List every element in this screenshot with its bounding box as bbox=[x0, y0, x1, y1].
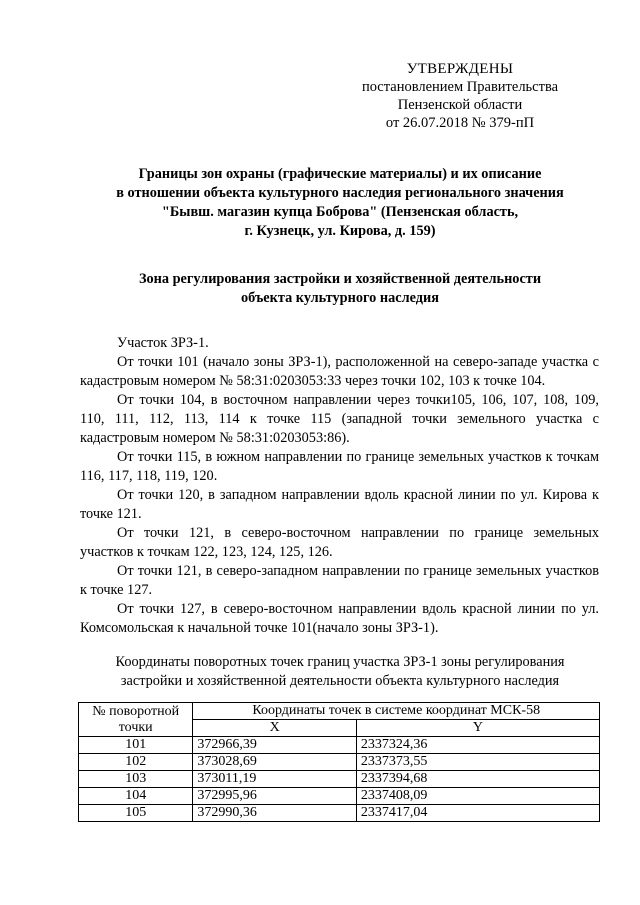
header-num-line-2: точки bbox=[118, 719, 153, 735]
table-row bbox=[79, 805, 600, 822]
header-point-number bbox=[79, 703, 193, 737]
approval-line-3: от 26.07.2018 № 379-пП bbox=[385, 115, 535, 131]
approval-heading: УТВЕРЖДЕНЫ bbox=[406, 61, 514, 77]
y-coordinate: 2337324,36 bbox=[356, 737, 599, 754]
paragraph: От точки 101 (начало зоны ЗРЗ-1), расположенной на северо-западе участка с кадастровым номером № 58:31:0203053:33 через точки 102, 103 к точке 104. bbox=[80, 354, 599, 389]
table-row bbox=[79, 788, 600, 805]
header-x: X bbox=[193, 720, 356, 737]
table-header-row bbox=[79, 703, 600, 720]
y-coordinate: 2337417,04 bbox=[356, 805, 599, 822]
zone-title-line-1: Зона регулирования застройки и хозяйственной деятельности bbox=[138, 271, 542, 287]
x-coordinate: 372966,39 bbox=[193, 737, 356, 754]
title-line-1: Границы зон охраны (графические материалы) и их описание bbox=[138, 166, 542, 182]
table-row bbox=[79, 737, 600, 754]
document-title bbox=[70, 165, 610, 241]
approval-line-2: Пензенской области bbox=[397, 97, 523, 113]
header-num-line-1: № поворотной bbox=[92, 703, 180, 719]
paragraph: От точки 104, в восточном направлении через точки105, 106, 107, 108, 109, 110, 111, 112, 113, 114 к точке 115 (западной точки земельного участка с кадастровым номером № 58:31:0203053:86). bbox=[80, 392, 599, 446]
table-row bbox=[79, 754, 600, 771]
zone-description bbox=[80, 334, 599, 638]
zone-title-line-2: объекта культурного наследия bbox=[241, 290, 439, 306]
x-coordinate: 373028,69 bbox=[193, 754, 356, 771]
x-coordinate: 372995,96 bbox=[193, 788, 356, 805]
paragraph: От точки 120, в западном направлении вдоль красной линии по ул. Кирова к точке 121. bbox=[80, 487, 599, 522]
paragraph: От точки 127, в северо-восточном направлении вдоль красной линии по ул. Комсомольская к начальной точке 101(начало зоны ЗРЗ-1). bbox=[80, 601, 599, 636]
point-number: 103 bbox=[79, 771, 193, 788]
point-number: 101 bbox=[79, 737, 193, 754]
y-coordinate: 2337394,68 bbox=[356, 771, 599, 788]
paragraph: От точки 121, в северо-западном направлении по границе земельных участков к точке 127. bbox=[80, 563, 599, 598]
point-number: 104 bbox=[79, 788, 193, 805]
point-number: 105 bbox=[79, 805, 193, 822]
point-number: 102 bbox=[79, 754, 193, 771]
title-line-2: в отношении объекта культурного наследия регионального значения bbox=[116, 185, 564, 201]
caption-line-2: застройки и хозяйственной деятельности объекта культурного наследия bbox=[120, 673, 560, 689]
header-y: Y bbox=[356, 720, 599, 737]
y-coordinate: 2337408,09 bbox=[356, 788, 599, 805]
table-row bbox=[79, 771, 600, 788]
header-coordinates: Координаты точек в системе координат МСК-58 bbox=[193, 703, 600, 720]
paragraph: От точки 121, в северо-восточном направлении по границе земельных участков к точкам 122, 123, 124, 125, 126. bbox=[80, 525, 599, 560]
zone-title bbox=[70, 270, 610, 308]
approval-stamp bbox=[330, 60, 590, 132]
y-coordinate: 2337373,55 bbox=[356, 754, 599, 771]
approval-line-1: постановлением Правительства bbox=[361, 79, 559, 95]
x-coordinate: 373011,19 bbox=[193, 771, 356, 788]
caption-line-1: Координаты поворотных точек границ участка ЗРЗ-1 зоны регулирования bbox=[115, 654, 565, 670]
x-coordinate: 372990,36 bbox=[193, 805, 356, 822]
section-label: Участок ЗРЗ-1. bbox=[117, 335, 209, 351]
title-line-3: "Бывш. магазин купца Боброва" (Пензенская область, bbox=[161, 204, 519, 220]
title-line-4: г. Кузнецк, ул. Кирова, д. 159) bbox=[244, 223, 436, 239]
paragraph: От точки 115, в южном направлении по границе земельных участков к точкам 116, 117, 118, 119, 120. bbox=[80, 449, 599, 484]
coordinates-table bbox=[78, 702, 600, 822]
table-caption bbox=[70, 653, 610, 691]
